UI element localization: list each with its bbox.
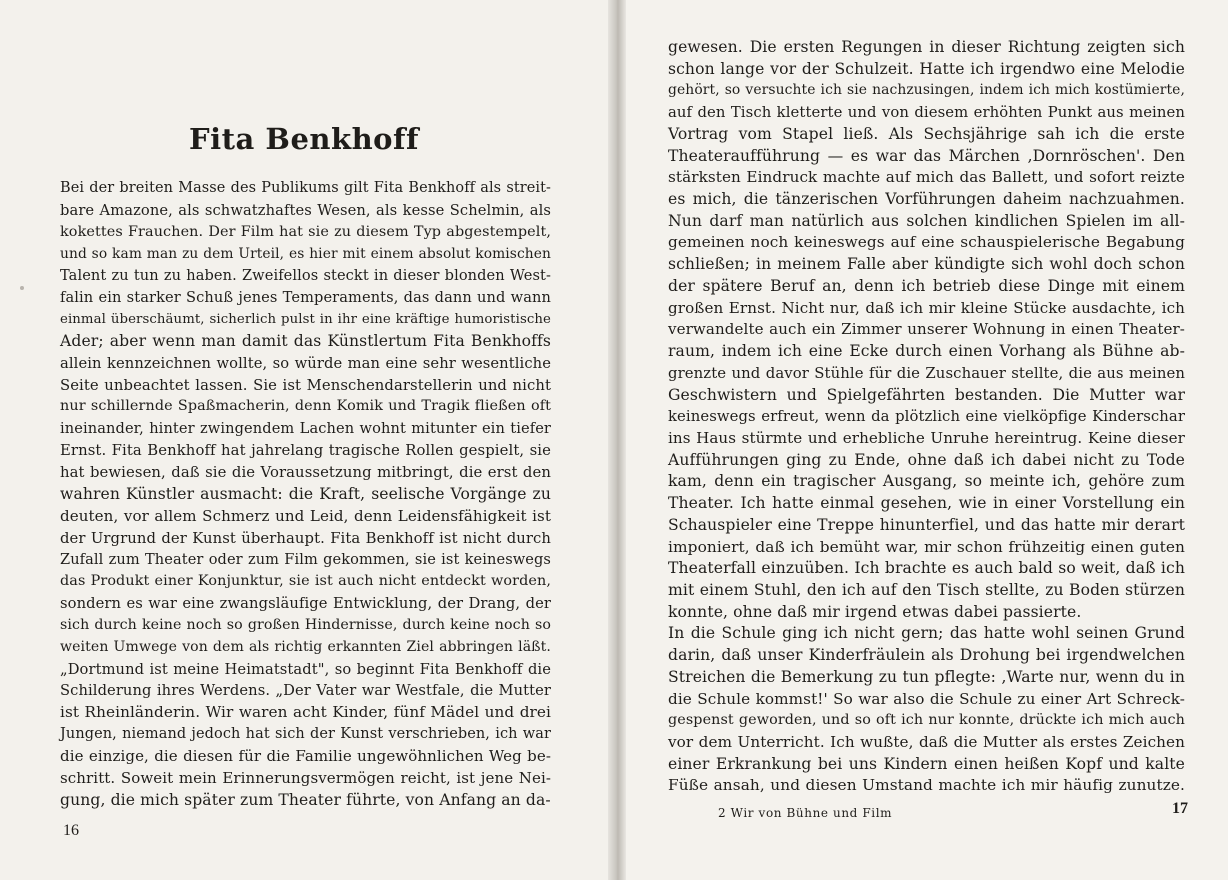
text-line: gemeinen noch keineswegs auf eine schauspielerische Begabung xyxy=(668,233,1185,252)
text-line: auf den Tisch kletterte und von diesem erhöhten Punkt aus meinen xyxy=(668,104,1185,122)
text-line: weiten Umwege von dem als richtig erkannten Ziel abbringen läßt. xyxy=(60,638,551,655)
text-line: Zufall zum Theater oder zum Film gekommen, sie ist keineswegs xyxy=(60,551,551,569)
text-line: schließen; in meinem Falle aber kündigte sich wohl doch schon xyxy=(668,255,1185,274)
text-line: gewesen. Die ersten Regungen in dieser Richtung zeigten sich xyxy=(668,38,1185,56)
text-line: Schauspieler eine Treppe hinunterfiel, und das hatte mir derart xyxy=(668,515,1185,534)
text-line: In die Schule ging ich nicht gern; das hatte wohl seinen Grund xyxy=(668,624,1185,643)
text-line: ist Rheinländerin. Wir waren acht Kinder, fünf Mädel und drei xyxy=(60,703,551,722)
text-line: Jungen, niemand jedoch hat sich der Kunst verschrieben, ich war xyxy=(60,726,551,743)
text-line: kokettes Frauchen. Der Film hat sie zu diesem Typ abgestempelt, xyxy=(60,223,551,240)
text-line: deuten, vor allem Schmerz und Leid, denn Leidensfähigkeit ist xyxy=(60,506,551,525)
text-line: Theater. Ich hatte einmal gesehen, wie in einer Vorstellung ein xyxy=(668,494,1185,513)
text-line: einer Erkrankung bei uns Kindern einen heißen Kopf und kalte xyxy=(668,754,1185,773)
text-line: bare Amazone, als schwatzhaftes Wesen, als kesse Schelmin, als xyxy=(60,201,551,219)
text-line: ineinander, hinter zwingendem Lachen wohnt mitunter ein tiefer xyxy=(60,420,551,438)
text-line: die Schule kommst!' So war also die Schule zu einer Art Schreck- xyxy=(668,689,1185,708)
text-line: konnte, ohne daß mir irgend etwas dabei passierte. xyxy=(668,602,1082,621)
page-number-left: 16 xyxy=(63,822,79,839)
text-line: schritt. Soweit mein Erinnerungsvermögen reicht, ist jene Nei- xyxy=(60,768,551,787)
text-line: Bei der breiten Masse des Publikums gilt Fita Benkhoff als streit- xyxy=(60,180,551,196)
text-line: stärksten Eindruck machte auf mich das Ballett, und sofort reizte xyxy=(668,168,1185,187)
text-line: Schilderung ihres Werdens. „Der Vater war Westfale, die Mutter xyxy=(60,682,551,700)
text-line: keineswegs erfreut, wenn da plötzlich eine vielköpfige Kinderschar xyxy=(668,408,1185,426)
text-line: sich durch keine noch so großen Hindernisse, durch keine noch so xyxy=(60,616,551,633)
text-line: „Dortmund ist meine Heimatstadt", so beginnt Fita Benkhoff die xyxy=(60,660,551,678)
right-page-text xyxy=(668,37,1185,797)
text-line: imponiert, daß ich bemüht war, mir schon frühzeitig einen guten xyxy=(668,537,1185,556)
text-line: schon lange vor der Schulzeit. Hatte ich irgendwo eine Melodie xyxy=(668,59,1185,78)
text-line: grenzte und davor Stühle für die Zuschauer stellte, die aus meinen xyxy=(668,364,1185,382)
text-line: mit einem Stuhl, den ich auf den Tisch stellte, zu Boden stürzen xyxy=(668,580,1185,599)
text-line: wahren Künstler ausmacht: die Kraft, seelische Vorgänge zu xyxy=(60,484,551,503)
text-line: raum, indem ich eine Ecke durch einen Vorhang als Bühne ab- xyxy=(668,342,1185,361)
text-line: Nun darf man natürlich aus solchen kindlichen Spielen im all- xyxy=(668,211,1185,230)
text-line: es mich, die tänzerischen Vorführungen daheim nachzuahmen. xyxy=(668,190,1185,209)
chapter-title: Fita Benkhoff xyxy=(189,122,419,156)
text-line: darin, daß unser Kinderfräulein als Drohung bei irgendwelchen xyxy=(668,646,1185,665)
text-line: falin ein starker Schuß jenes Temperaments, das dann und wann xyxy=(60,289,551,307)
text-line: der Urgrund der Kunst überhaupt. Fita Benkhoff ist nicht durch xyxy=(60,529,551,547)
text-line: Theateraufführung — es war das Märchen ‚Dornröschen'. Den xyxy=(668,146,1185,165)
text-line: Ader; aber wenn man damit das Künstlertum Fita Benkhoffs xyxy=(60,331,551,350)
text-line: gung, die mich später zum Theater führte, von Anfang an da- xyxy=(60,790,551,809)
printer-signature: 2 Wir von Bühne und Film xyxy=(718,806,893,820)
text-line: Streichen die Bemerkung zu tun pflegte: ‚Warte nur, wenn du in xyxy=(668,667,1185,686)
text-line: die einzige, die diesen für die Familie ungewöhnlichen Weg be- xyxy=(60,746,551,765)
book-gutter xyxy=(608,0,626,880)
text-line: Füße ansah, und diesen Umstand machte ich mir häufig zunutze. xyxy=(668,776,1185,795)
text-line: Theaterfall einzuüben. Ich brachte es auch bald so weit, daß ich xyxy=(668,559,1185,578)
text-line: der spätere Beruf an, denn ich betrieb diese Dinge mit einem xyxy=(668,276,1185,295)
text-line: Ernst. Fita Benkhoff hat jahrelang tragische Rollen gespielt, sie xyxy=(60,442,551,460)
text-line: hat bewiesen, daß sie die Voraussetzung mitbringt, die erst den xyxy=(60,463,551,481)
text-line: sondern es war eine zwangsläufige Entwicklung, der Drang, der xyxy=(60,595,551,613)
text-line: allein kennzeichnen wollte, so würde man eine sehr wesentliche xyxy=(60,354,551,372)
text-line: nur schillernde Spaßmacherin, denn Komik und Tragik fließen oft xyxy=(60,398,551,415)
text-line: verwandelte auch ein Zimmer unserer Wohnung in einen Theater- xyxy=(668,320,1185,339)
text-line: Vortrag vom Stapel ließ. Als Sechsjährige sah ich die erste xyxy=(668,124,1185,143)
text-line: einmal überschäumt, sicherlich pulst in ihr eine kräftige humoristische xyxy=(60,312,551,328)
text-line: Aufführungen ging zu Ende, ohne daß ich dabei nicht zu Tode xyxy=(668,450,1185,469)
text-line: kam, denn ein tragischer Ausgang, so meinte ich, gehöre zum xyxy=(668,472,1185,491)
text-line: gespenst geworden, und so oft ich nur konnte, drückte ich mich auch xyxy=(668,712,1185,729)
text-line: gehört, so versuchte ich sie nachzusingen, indem ich mich kostümierte, xyxy=(668,82,1185,99)
text-line: Talent zu tun zu haben. Zweifellos steckt in dieser blonden West- xyxy=(60,267,551,285)
page-number-right: 17 xyxy=(1172,800,1188,817)
text-line: ins Haus stürmte und erhebliche Unruhe hereintrug. Keine dieser xyxy=(668,428,1185,447)
text-line: vor dem Unterricht. Ich wußte, daß die Mutter als erstes Zeichen xyxy=(668,733,1185,751)
text-line: das Produkt einer Konjunktur, sie ist auch nicht entdeckt worden, xyxy=(60,573,551,590)
text-line: Geschwistern und Spielgefährten bestanden. Die Mutter war xyxy=(668,385,1185,404)
left-page-text xyxy=(60,178,551,811)
text-line: Seite unbeachtet lassen. Sie ist Menschendarstellerin und nicht xyxy=(60,376,551,394)
paper-speck xyxy=(20,286,24,290)
text-line: und so kam man zu dem Urteil, es hier mit einem absolut komischen xyxy=(60,245,551,262)
text-line: großen Ernst. Nicht nur, daß ich mir kleine Stücke ausdachte, ich xyxy=(668,298,1185,317)
